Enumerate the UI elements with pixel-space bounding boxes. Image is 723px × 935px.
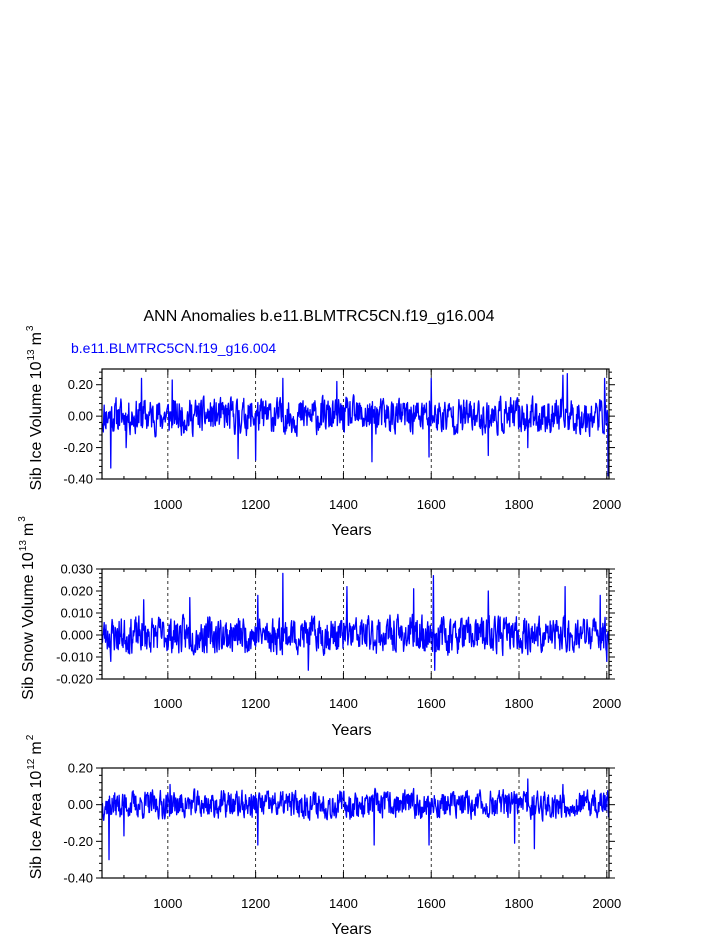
x-tick-label: 1800 — [504, 497, 534, 512]
y-tick-label: -0.40 — [63, 870, 93, 886]
y-tick-label: 0.000 — [60, 627, 93, 643]
x-tick-label: 1200 — [241, 497, 271, 512]
x-axis-label: Years — [331, 921, 372, 935]
x-axis-label: Years — [331, 722, 372, 739]
y-tick-label: 0.020 — [60, 583, 93, 599]
figure-title: ANN Anomalies b.e11.BLMTRC5CN.f19_g16.004 — [143, 308, 495, 325]
x-tick-label: 1000 — [153, 497, 183, 512]
x-tick-label: 1400 — [328, 896, 358, 911]
x-tick-label: 1200 — [241, 696, 271, 711]
x-tick-label: 1000 — [153, 696, 183, 711]
x-tick-label: 2000 — [592, 497, 622, 512]
y-tick-label: 0.20 — [67, 377, 93, 393]
y-tick-label: 0.00 — [67, 408, 93, 424]
y-tick-label: -0.020 — [56, 671, 93, 687]
chart-panel-1 — [25, 325, 621, 539]
chart-panel-3 — [25, 734, 621, 935]
y-tick-label: -0.40 — [63, 471, 93, 487]
y-tick-label: -0.010 — [56, 649, 93, 665]
x-tick-label: 1800 — [504, 896, 534, 911]
series-line-1 — [102, 573, 609, 670]
x-tick-label: 1400 — [328, 696, 358, 711]
plot-frame — [102, 768, 609, 878]
x-tick-label: 1000 — [153, 896, 183, 911]
chart-panel-2 — [17, 516, 621, 739]
legend-label: b.e11.BLMTRC5CN.f19_g16.004 — [71, 340, 277, 356]
y-axis-label: Sib Snow Volume $10^{13}m^3$ — [17, 516, 37, 700]
x-tick-label: 1600 — [416, 696, 446, 711]
x-tick-label: 1400 — [328, 497, 358, 512]
x-tick-label: 2000 — [592, 896, 622, 911]
x-tick-label: 1800 — [504, 696, 534, 711]
x-tick-label: 1600 — [416, 896, 446, 911]
y-axis-label: Sib Ice Volume $10^{13}m^3$ — [25, 325, 45, 491]
x-tick-label: 1200 — [241, 896, 271, 911]
x-tick-label: 2000 — [592, 696, 622, 711]
x-axis-label: Years — [331, 522, 372, 539]
y-tick-label: 0.010 — [60, 605, 93, 621]
y-tick-label: -0.20 — [63, 440, 93, 456]
y-tick-label: 0.00 — [67, 797, 93, 813]
series-line-1 — [102, 374, 609, 476]
y-tick-label: 0.030 — [60, 561, 93, 577]
series-line-1 — [102, 779, 609, 860]
y-tick-label: -0.20 — [63, 833, 93, 849]
y-tick-label: 0.20 — [67, 760, 93, 776]
x-tick-label: 1600 — [416, 497, 446, 512]
y-axis-label: Sib Ice Area $10^{12}m^2$ — [25, 734, 45, 880]
